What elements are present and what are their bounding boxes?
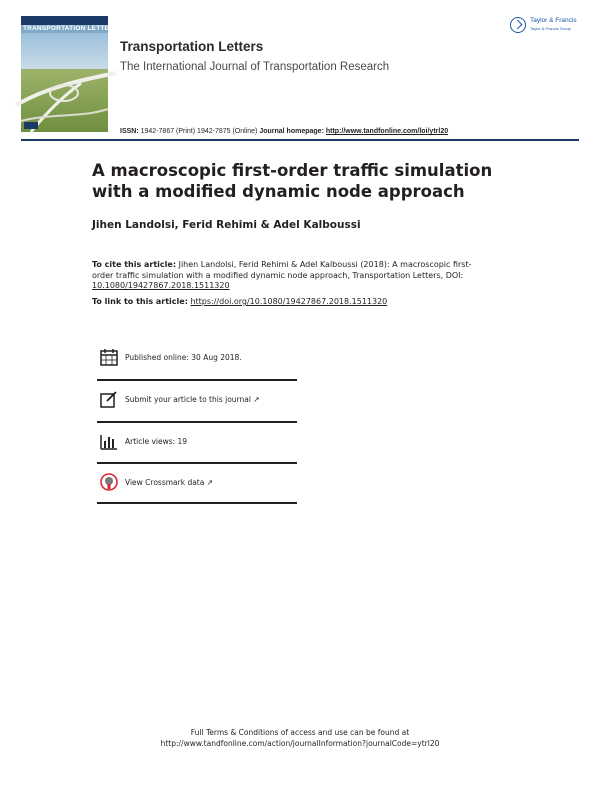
calendar-icon <box>100 348 118 366</box>
cover-journal-name: TRANSPORTATION LETTERS <box>23 25 119 32</box>
journal-title: Transportation Letters <box>120 39 264 54</box>
link-label: To link to this article: <box>92 297 188 306</box>
article-link-line <box>92 297 387 306</box>
bar-chart-icon <box>100 432 118 450</box>
citation-text: Jihen Landolsi, Ferid Rehimi & Adel Kalboussi (2018): A macroscopic first-order traffic simulation with a modified dynamic node approach, Transportation Letters, DOI: <box>92 260 472 280</box>
issn-numbers: 1942-7867 (Print) 1942-7875 (Online) <box>140 128 258 135</box>
submit-article-link[interactable] <box>125 395 260 404</box>
cover-publisher-logo <box>24 122 38 129</box>
journal-subtitle: The International Journal of Transportation Research <box>120 61 390 73</box>
crossmark-row[interactable] <box>97 468 297 502</box>
edit-icon <box>100 390 118 408</box>
citation-doi-link[interactable]: 10.1080/19427867.2018.1511320 <box>92 281 230 290</box>
header-divider <box>21 139 579 141</box>
citation-label: To cite this article: <box>92 260 177 269</box>
footer-terms-link[interactable]: http://www.tandfonline.com/action/journalInformation?journalCode=ytrl20 <box>160 739 440 748</box>
views-row <box>97 427 297 461</box>
issn-line <box>120 128 448 135</box>
external-link-icon: ↗ <box>206 478 214 487</box>
publisher-logo[interactable] <box>510 16 582 38</box>
publisher-tagline: Taylor & Francis Group <box>530 26 571 31</box>
citation-block <box>92 260 492 292</box>
cover-highway-image <box>21 33 108 132</box>
footer-terms: Full Terms & Conditions of access and use can be found at <box>190 728 410 737</box>
footer <box>0 727 600 749</box>
published-row <box>97 343 297 377</box>
cover-top-band <box>21 16 108 25</box>
info-divider <box>97 462 297 464</box>
journal-cover <box>21 16 119 132</box>
publisher-logo-icon <box>510 17 526 33</box>
crossmark-link[interactable] <box>125 478 213 487</box>
article-views: Article views: 19 <box>125 437 188 446</box>
crossmark-icon <box>100 473 118 491</box>
info-divider <box>97 379 297 381</box>
homepage-label: Journal homepage: <box>259 128 324 135</box>
submit-row[interactable] <box>97 385 297 419</box>
submit-article-label: Submit your article to this journal <box>125 395 251 404</box>
crossmark-label: View Crossmark data <box>125 478 205 487</box>
published-date: Published online: 30 Aug 2018. <box>125 353 242 362</box>
info-divider <box>97 421 297 423</box>
article-title: A macroscopic first-order traffic simulation with a modified dynamic node approach <box>92 161 493 201</box>
info-divider <box>97 502 297 504</box>
article-doi-link[interactable]: https://doi.org/10.1080/19427867.2018.1511320 <box>190 297 388 306</box>
external-link-icon: ↗ <box>253 395 260 404</box>
journal-homepage-link[interactable]: http://www.tandfonline.com/loi/ytrl20 <box>325 128 449 135</box>
issn-label: ISSN: <box>120 128 139 135</box>
article-authors: Jihen Landolsi, Ferid Rehimi & Adel Kalboussi <box>92 219 361 231</box>
publisher-name: Taylor & Francis <box>530 17 577 24</box>
